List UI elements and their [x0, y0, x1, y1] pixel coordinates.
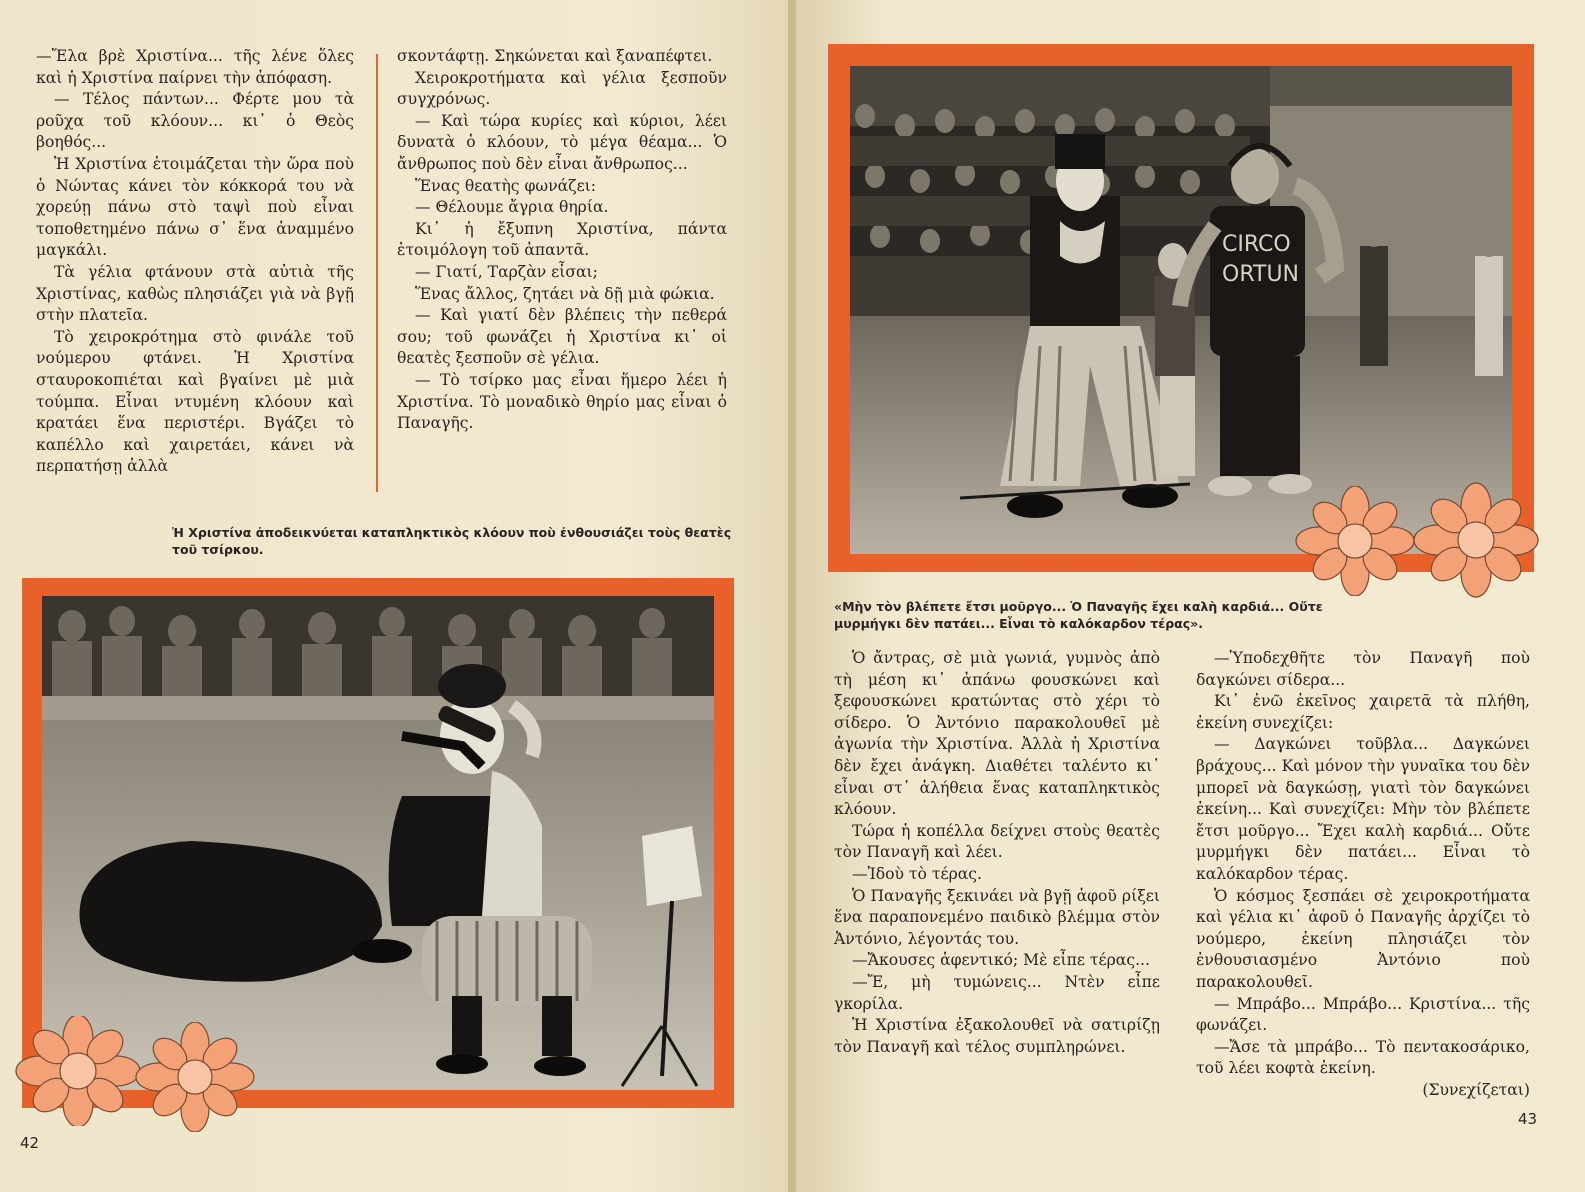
paragraph: — Καὶ τώρα κυρίες καὶ κύριοι, λέει δυνατὰ ὁ κλόουν, τὸ μέγα θέαμα... Ὁ ἄνθρωπος ποὺ δὲν εἶναι ἄνθρωπος... [397, 111, 727, 173]
paragraph: Ὁ Παναγῆς ξεκινάει νὰ βγῇ ἀφοῦ ρίξει ἕνα παραπονεμένο παιδικὸ βλέμμα στὸν Ἀντόνιο, λέγοντάς του. [834, 886, 1160, 948]
paragraph: Τὰ γέλια φτάνουν στὰ αὐτιὰ τῆς Χριστίνας, καθὼς πλησιάζει γιὰ νὰ βγῇ στὴν πλατεῖα. [36, 262, 354, 325]
paragraph: —Ἔλα βρὲ Χριστίνα... τῆς λένε ὅλες καὶ ἡ Χριστίνα παίρνει τὴν ἀπόφαση. [36, 47, 354, 87]
paragraph: —Ἄκουσες ἀφεντικό; Μὲ εἶπε τέρας... [852, 951, 1150, 970]
paragraph: — Καὶ γιατί δὲν βλέπεις τὴν πεθερά σου; τοῦ φωνάζει ἡ Χριστίνα κι᾿ οἱ θεατὲς ξεσποῦν σὲ γέλια. [397, 306, 727, 368]
paragraph: — Θέλουμε ἄγρια θηρία. [415, 198, 609, 217]
paragraph: Κι᾿ ἡ ἔξυπνη Χριστίνα, πάντα ἑτοιμόλογη τοῦ ἀπαντᾶ. [397, 219, 727, 260]
flower-icon [8, 1016, 148, 1126]
paragraph: —Ἰδοὺ τὸ τέρας. [852, 864, 982, 883]
column-divider [376, 54, 378, 492]
flower-icon [1290, 486, 1420, 596]
flower-icon [130, 1022, 260, 1132]
right-text-column-2 [1196, 648, 1530, 1101]
book-gutter [788, 0, 796, 1192]
paragraph: Ἕνας θεατὴς φωνάζει: [415, 176, 597, 195]
right-text-column-1 [834, 648, 1160, 1058]
paragraph: — Τέλος πάντων... Φέρτε μου τὰ ροῦχα τοῦ κλόουν... κι᾿ ὁ Θεὸς βοηθός... [36, 90, 354, 152]
page-number: 43 [1518, 1110, 1538, 1128]
paragraph: Ἕνας ἄλλος, ζητάει νὰ δῇ μιὰ φώκια. [415, 284, 715, 303]
paragraph: Τώρα ἡ κοπέλλα δείχνει στοὺς θεατὲς τὸν Παναγῆ καὶ λέει. [834, 821, 1160, 862]
shirt-lettering: CIRCO [1222, 232, 1291, 257]
left-text-column-2 [397, 46, 727, 435]
paragraph: —Ἄσε τὰ μπράβο... Τὸ πεντακοσάρικο, τοῦ λέει κοφτὰ ἐκείνη. [1196, 1037, 1530, 1078]
paragraph: Κι᾿ ἐνῶ ἐκεῖνος χαιρετᾶ τὰ πλήθη, ἐκείνη συνεχίζει: [1196, 692, 1530, 732]
paragraph: σκοντάφτῃ. Σηκώνεται καὶ ξαναπέφτει. [397, 47, 713, 65]
paragraph: — Τὸ τσίρκο μας εἶναι ἥμερο λέει ἡ Χριστίνα. Τὸ μοναδικὸ θηρίο μας εἶναι ὁ Παναγῆς. [397, 370, 727, 433]
paragraph: Ὁ κόσμος ξεσπάει σὲ χειροκροτήματα καὶ γέλια κι᾿ ἀφοῦ ὁ Παναγῆς ἀρχίζει τὸ νούμερο, ἐκείνη πλησιάζει τὸν ἐνθουσιασμένο Ἀντόνιο ποὺ παρακολουθεῖ. [1196, 886, 1530, 991]
paragraph: Ὁ ἄντρας, σὲ μιὰ γωνιά, γυμνὸς ἀπὸ τὴ μέση κι᾿ ἀπάνω φουσκώνει καὶ ξεφουσκώνει κρατώντας στὸ χέρι τὸ σίδερο. Ὁ Ἀντόνιο παρακολουθεῖ μὲ ἀγωνία τὴν Χριστίνα. Ἀλλὰ ἡ Χριστίνα δὲν ἔχει ἀνάγκη. Διαθέτει ταλέντο κι᾿ εἶναι στ᾿ ἀλήθεια ἕνας καταπληκτικὸς κλόουν. [834, 649, 1160, 819]
paragraph: Τὸ χειροκρότημα στὸ φινάλε τοῦ νούμερου φτάνει. Ἡ Χριστίνα σταυροκοπιέται καὶ βγαίνει μὲ μιὰ τούμπα. Εἶναι ντυμένη κλόουν καὶ κρατάει ἕνα περιστέρι. Βγάζει τὸ καπέλλο καὶ χαιρετάει, κάνει νὰ περπατήσῃ ἀλλὰ [36, 327, 354, 476]
paragraph: Χειροκροτήματα καὶ γέλια ξεσποῦν συγχρόνως. [397, 68, 727, 109]
circus-ring-illustration [850, 66, 1512, 554]
paragraph: — Μπράβο... Μπράβο... Κριστίνα... τῆς φωνάζει. [1196, 994, 1530, 1035]
left-text-column-1 [36, 46, 354, 478]
paragraph: —Ὑποδεχθῆτε τὸν Παναγῆ ποὺ δαγκώνει σίδερα... [1196, 649, 1530, 689]
right-page [796, 0, 1585, 1192]
paragraph: Ἡ Χριστίνα ἐξακολουθεῖ νὰ σατιρίζῃ τὸν Παναγῆ καὶ τέλος συμπληρώνει. [834, 1016, 1160, 1056]
continued-note: (Συνεχίζεται) [1422, 1080, 1530, 1099]
photo-caption: Ἡ Χριστίνα ἀποδεικνύεται καταπληκτικὸς κλόουν ποὺ ἐνθουσιάζει τοὺς θεατὲς τοῦ τσίρκου. [172, 525, 732, 557]
left-page [0, 0, 788, 1192]
paragraph: —Ἔ, μὴ τυμώνεις... Ντὲν εἶπε γκορίλα. [834, 972, 1160, 1013]
flower-icon [1406, 482, 1546, 602]
paragraph: — Δαγκώνει τοῦβλα... Δαγκώνει βράχους... Καὶ μόνον τὴν γυναῖκα του δὲν μπορεῖ νὰ δαγκώσῃ, γιατὶ τὸν δαγκώνει ἐκείνη... Καὶ συνεχίζει: Μὴν τὸν βλέπετε ἔτσι μοῦργο... Ἔχει καλὴ καρδιά... Οὔτε μυρμήγκι δὲν πατάει... Εἶναι τὸ καλόκαρδον τέρας. [1196, 735, 1530, 883]
paragraph: — Γιατί, Ταρζὰν εἶσαι; [415, 262, 598, 281]
paragraph: Ἡ Χριστίνα ἑτοιμάζεται τὴν ὥρα ποὺ ὁ Νώντας κάνει τὸν κόκκορά του νὰ χορεύῃ πάνω στὸ ταψὶ ποὺ εἶναι τοποθετημένο πάνω σ᾿ ἕνα ἀναμμένο μαγκάλι. [36, 154, 354, 260]
shirt-lettering-2: ORTUN [1222, 262, 1299, 287]
photo-caption: «Μὴν τὸν βλέπετε ἔτσι μοῦργο... Ὁ Παναγῆς ἔχει καλὴ καρδιά... Οὔτε μυρμήγκι δὲν πατάει... Εἶναι τὸ καλόκαρδον τέρας». [834, 599, 1323, 631]
circus-ring-photo [850, 66, 1512, 554]
page-number: 42 [20, 1134, 40, 1152]
